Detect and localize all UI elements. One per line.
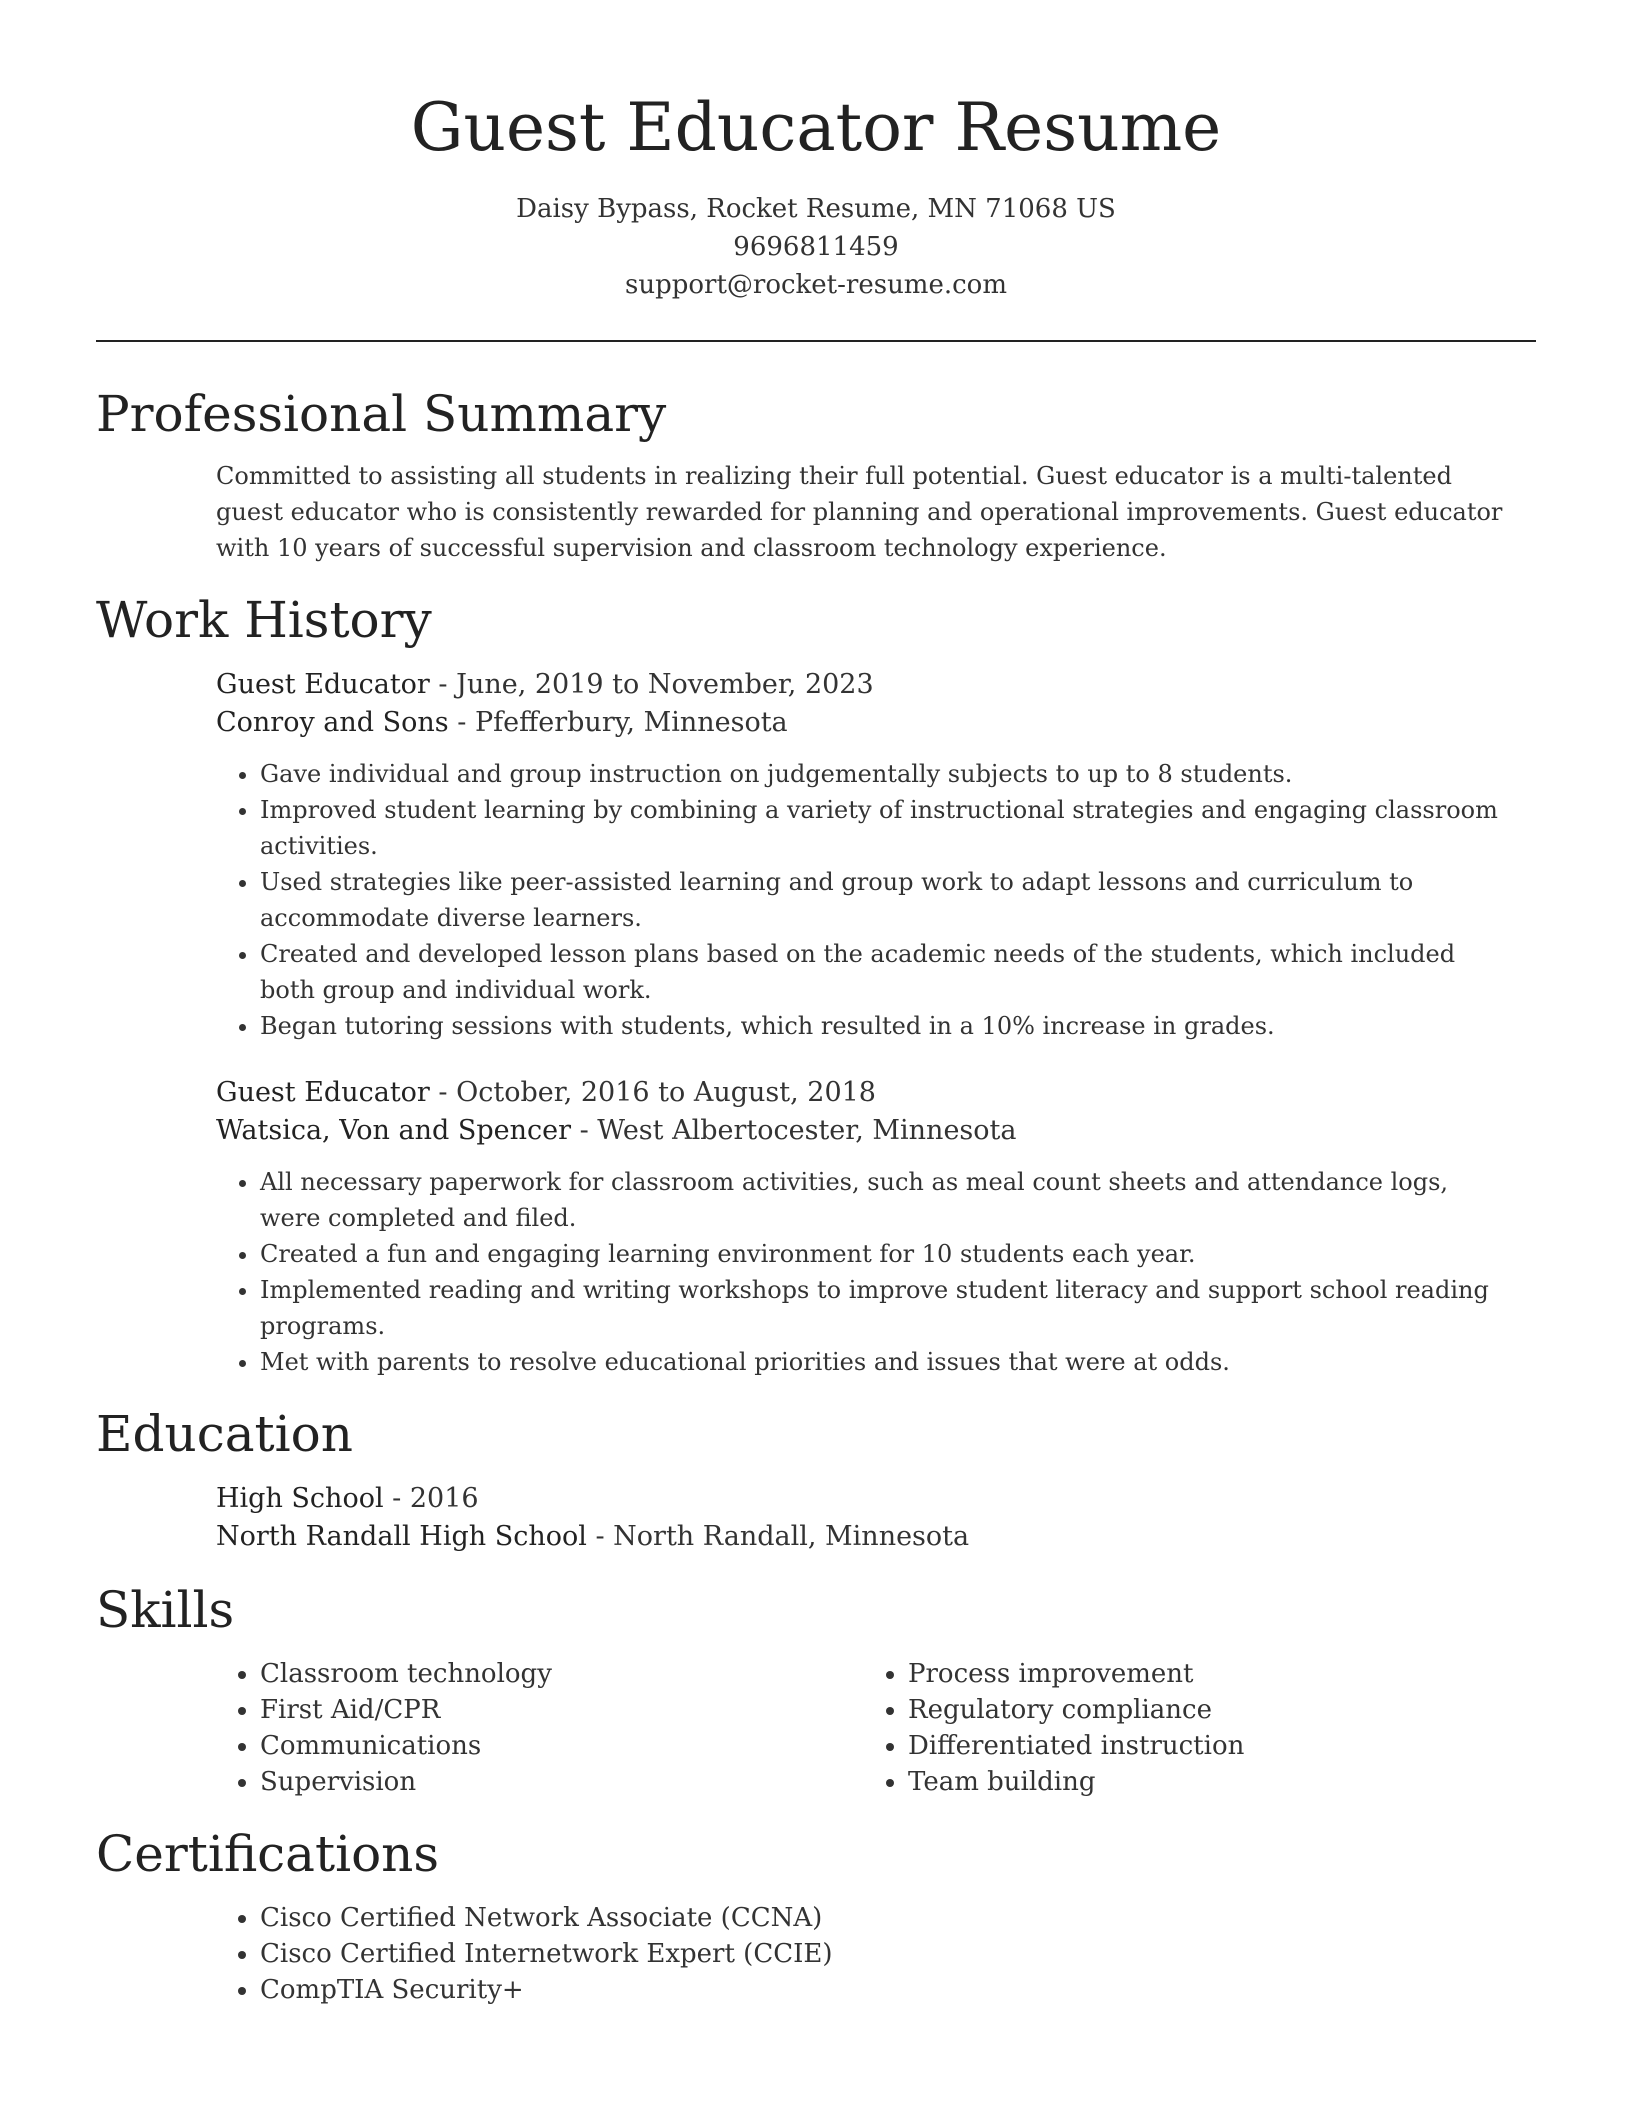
work-history-section — [96, 588, 1536, 1380]
list-item: • Gave individual and group instruction on judgementally subjects to up to 8 students. — [260, 756, 1512, 792]
summary-section — [96, 382, 1536, 566]
list-item: • Process improvement — [908, 1656, 1512, 1692]
resume-title: Guest Educator Resume — [410, 89, 1222, 166]
list-item: • First Aid/CPR — [260, 1692, 864, 1728]
education-year: - 2016 — [383, 1483, 479, 1514]
job-entry — [96, 666, 1536, 1044]
education-degree: High School — [216, 1483, 384, 1514]
job-entry — [96, 1074, 1536, 1380]
contact-address: Daisy Bypass, Rocket Resume, MN 71068 US — [516, 194, 1116, 224]
list-item: • Created and developed lesson plans based on the academic needs of the students, which included both group and individual work. — [260, 936, 1512, 1008]
resume-page — [96, 0, 1536, 2008]
skills-section — [96, 1578, 1536, 1800]
job-duties-list — [216, 756, 1512, 1044]
job-role: Guest Educator — [216, 669, 430, 700]
job-title-line — [216, 666, 1512, 704]
list-item: • All necessary paperwork for classroom activities, such as meal count sheets and attendance logs, were completed and filed. — [260, 1164, 1512, 1236]
summary-text: Committed to assisting all students in realizing their full potential. Guest educator is a multi-talented guest educator who is consistently rewarded for planning and operational improvements. Guest educator with 10 years of successful supervision and classroom technology experience. — [216, 462, 1503, 562]
skills-column-right — [864, 1656, 1512, 1800]
list-item: • Regulatory compliance — [908, 1692, 1512, 1728]
list-item: • Classroom technology — [260, 1656, 864, 1692]
list-item: • Differentiated instruction — [908, 1728, 1512, 1764]
header-divider — [96, 340, 1536, 342]
list-item: • Team building — [908, 1764, 1512, 1800]
contact-email: support@rocket-resume.com — [624, 270, 1007, 300]
job-location: - West Albertocester, Minnesota — [570, 1115, 1017, 1146]
job-role: Guest Educator — [216, 1077, 430, 1108]
list-item: • Began tutoring sessions with students, which resulted in a 10% increase in grades. — [260, 1008, 1512, 1044]
education-location: - North Randall, Minnesota — [586, 1521, 970, 1552]
list-item: • Cisco Certified Network Associate (CCNA) — [260, 1900, 1512, 1936]
education-school-line — [216, 1518, 1512, 1556]
education-degree-line — [216, 1480, 1512, 1518]
list-item: • Used strategies like peer-assisted learning and group work to adapt lessons and curriculum to accommodate diverse learners. — [260, 864, 1512, 936]
skills-list — [216, 1656, 864, 1800]
certifications-list — [216, 1900, 1512, 2008]
education-section — [96, 1402, 1536, 1556]
contact-block — [96, 190, 1536, 304]
list-item: • CompTIA Security+ — [260, 1972, 1512, 2008]
list-item: • Supervision — [260, 1764, 864, 1800]
job-company: Conroy and Sons — [216, 707, 449, 738]
list-item: • Cisco Certified Internetwork Expert (CCIE) — [260, 1936, 1512, 1972]
list-item: • Implemented reading and writing workshops to improve student literacy and support school reading programs. — [260, 1272, 1512, 1344]
job-location: - Pfefferbury, Minnesota — [448, 707, 788, 738]
section-heading-certifications: Certifications — [96, 1825, 440, 1883]
section-heading-skills: Skills — [96, 1581, 235, 1639]
job-duties-list — [216, 1164, 1512, 1380]
list-item: • Created a fun and engaging learning environment for 10 students each year. — [260, 1236, 1512, 1272]
contact-phone: 9696811459 — [733, 232, 899, 262]
job-dates: - June, 2019 to November, 2023 — [429, 669, 874, 700]
education-school: North Randall High School — [216, 1521, 587, 1552]
section-heading-education: Education — [96, 1405, 353, 1463]
job-company-line — [216, 704, 1512, 742]
job-company-line — [216, 1112, 1512, 1150]
job-title-line — [216, 1074, 1512, 1112]
list-item: • Met with parents to resolve educational priorities and issues that were at odds. — [260, 1344, 1512, 1380]
section-heading-work-history: Work History — [96, 591, 432, 649]
skills-column-left — [216, 1656, 864, 1800]
list-item: • Improved student learning by combining a variety of instructional strategies and engaging classroom activities. — [260, 792, 1512, 864]
job-company: Watsica, Von and Spencer — [216, 1115, 571, 1146]
skills-list — [864, 1656, 1512, 1800]
list-item: • Communications — [260, 1728, 864, 1764]
job-dates: - October, 2016 to August, 2018 — [429, 1077, 876, 1108]
section-heading-summary: Professional Summary — [96, 385, 667, 443]
certifications-section — [96, 1822, 1536, 2008]
